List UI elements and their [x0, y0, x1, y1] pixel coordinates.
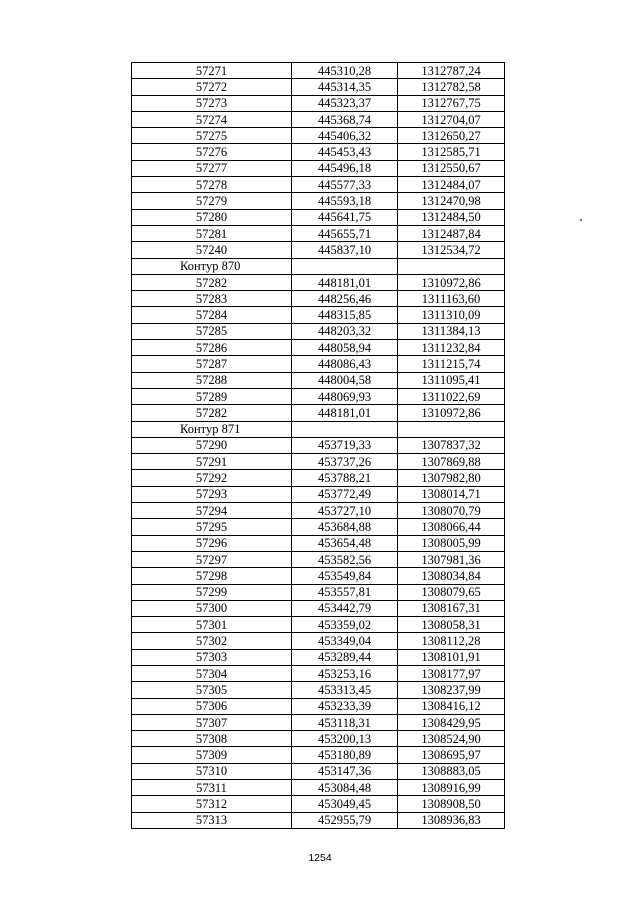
- table-row: [132, 193, 505, 209]
- x-coordinate-cell: 452955,79: [292, 812, 398, 828]
- point-id-cell: 57311: [132, 780, 292, 796]
- table-row: [132, 144, 505, 160]
- table-row: [132, 568, 505, 584]
- table-row: [132, 633, 505, 649]
- point-id-cell: 57307: [132, 714, 292, 730]
- y-coordinate-cell: 1308070,79: [398, 503, 505, 519]
- y-coordinate-cell: 1312484,07: [398, 177, 505, 193]
- point-id-cell: 57300: [132, 600, 292, 616]
- point-id-cell: 57304: [132, 665, 292, 681]
- y-coordinate-cell: 1308695,97: [398, 747, 505, 763]
- table-row: [132, 617, 505, 633]
- x-coordinate-cell: 448203,32: [292, 323, 398, 339]
- x-coordinate-cell: 453557,81: [292, 584, 398, 600]
- y-coordinate-cell: 1308167,31: [398, 600, 505, 616]
- table-row: [132, 291, 505, 307]
- table-row: [132, 111, 505, 127]
- x-coordinate-cell: 445593,18: [292, 193, 398, 209]
- x-coordinate-cell: 453118,31: [292, 714, 398, 730]
- table-row: [132, 519, 505, 535]
- y-coordinate-cell: 1308014,71: [398, 486, 505, 502]
- y-coordinate-cell: 1308112,28: [398, 633, 505, 649]
- table-row: [132, 79, 505, 95]
- y-coordinate-cell: 1308916,99: [398, 780, 505, 796]
- y-coordinate-cell: 1308416,12: [398, 698, 505, 714]
- table-row: [132, 812, 505, 828]
- table-row: [132, 128, 505, 144]
- x-coordinate-cell: 453772,49: [292, 486, 398, 502]
- x-coordinate-cell: 445453,43: [292, 144, 398, 160]
- point-id-cell: 57295: [132, 519, 292, 535]
- table-row: [132, 698, 505, 714]
- table-row: [132, 160, 505, 176]
- point-id-cell: 57291: [132, 454, 292, 470]
- point-id-cell: 57271: [132, 63, 292, 79]
- point-id-cell: 57284: [132, 307, 292, 323]
- x-coordinate-cell: 453654,48: [292, 535, 398, 551]
- y-coordinate-cell: 1312585,71: [398, 144, 505, 160]
- y-coordinate-cell: 1311163,60: [398, 291, 505, 307]
- point-id-cell: 57293: [132, 486, 292, 502]
- x-coordinate-cell: 453684,88: [292, 519, 398, 535]
- y-coordinate-cell: 1308237,99: [398, 682, 505, 698]
- point-id-cell: 57275: [132, 128, 292, 144]
- y-coordinate-cell: 1307837,32: [398, 437, 505, 453]
- point-id-cell: 57285: [132, 323, 292, 339]
- y-coordinate-cell: 1307982,80: [398, 470, 505, 486]
- x-coordinate-cell: 445310,28: [292, 63, 398, 79]
- point-id-cell: 57290: [132, 437, 292, 453]
- table-row: [132, 649, 505, 665]
- x-coordinate-cell: 448058,94: [292, 340, 398, 356]
- table-row: [132, 486, 505, 502]
- x-coordinate-cell: 453180,89: [292, 747, 398, 763]
- x-coordinate-cell: 445323,37: [292, 95, 398, 111]
- y-coordinate-cell: 1307981,36: [398, 551, 505, 567]
- empty-cell: [292, 421, 398, 437]
- page-number: 1254: [308, 852, 332, 864]
- table-row: [132, 714, 505, 730]
- point-id-cell: 57279: [132, 193, 292, 209]
- point-id-cell: 57309: [132, 747, 292, 763]
- y-coordinate-cell: 1308177,97: [398, 665, 505, 681]
- table-row: [132, 731, 505, 747]
- x-coordinate-cell: 448181,01: [292, 274, 398, 290]
- x-coordinate-cell: 445837,10: [292, 242, 398, 258]
- y-coordinate-cell: 1308066,44: [398, 519, 505, 535]
- table-row: [132, 209, 505, 225]
- y-coordinate-cell: 1312487,84: [398, 225, 505, 241]
- point-id-cell: 57297: [132, 551, 292, 567]
- y-coordinate-cell: 1312484,50: [398, 209, 505, 225]
- x-coordinate-cell: 453313,45: [292, 682, 398, 698]
- y-coordinate-cell: 1312767,75: [398, 95, 505, 111]
- x-coordinate-cell: 448256,46: [292, 291, 398, 307]
- y-coordinate-cell: 1310972,86: [398, 405, 505, 421]
- empty-cell: [398, 258, 505, 274]
- table-row: [132, 600, 505, 616]
- x-coordinate-cell: 448181,01: [292, 405, 398, 421]
- point-id-cell: 57240: [132, 242, 292, 258]
- point-id-cell: 57313: [132, 812, 292, 828]
- y-coordinate-cell: 1312470,98: [398, 193, 505, 209]
- point-id-cell: 57296: [132, 535, 292, 551]
- x-coordinate-cell: 448004,58: [292, 372, 398, 388]
- table-row: [132, 274, 505, 290]
- x-coordinate-cell: 453788,21: [292, 470, 398, 486]
- y-coordinate-cell: 1312704,07: [398, 111, 505, 127]
- y-coordinate-cell: 1308524,90: [398, 731, 505, 747]
- x-coordinate-cell: 453147,36: [292, 763, 398, 779]
- x-coordinate-cell: 445314,35: [292, 79, 398, 95]
- table-row: [132, 551, 505, 567]
- table-row: [132, 682, 505, 698]
- point-id-cell: 57288: [132, 372, 292, 388]
- point-id-cell: 57308: [132, 731, 292, 747]
- point-id-cell: 57276: [132, 144, 292, 160]
- x-coordinate-cell: 453233,39: [292, 698, 398, 714]
- table-row: [132, 535, 505, 551]
- table-row: [132, 225, 505, 241]
- table-row: [132, 95, 505, 111]
- point-id-cell: 57278: [132, 177, 292, 193]
- x-coordinate-cell: 453084,48: [292, 780, 398, 796]
- table-row: [132, 780, 505, 796]
- x-coordinate-cell: 445641,75: [292, 209, 398, 225]
- point-id-cell: 57306: [132, 698, 292, 714]
- x-coordinate-cell: 453727,10: [292, 503, 398, 519]
- point-id-cell: 57287: [132, 356, 292, 372]
- y-coordinate-cell: 1308058,31: [398, 617, 505, 633]
- x-coordinate-cell: 448086,43: [292, 356, 398, 372]
- point-id-cell: 57272: [132, 79, 292, 95]
- y-coordinate-cell: 1308079,65: [398, 584, 505, 600]
- y-coordinate-cell: 1312787,24: [398, 63, 505, 79]
- scan-speck: [580, 219, 582, 221]
- point-id-cell: 57274: [132, 111, 292, 127]
- table-row: [132, 323, 505, 339]
- y-coordinate-cell: 1312782,58: [398, 79, 505, 95]
- point-id-cell: 57286: [132, 340, 292, 356]
- y-coordinate-cell: 1308005,99: [398, 535, 505, 551]
- coordinates-table-body: [132, 63, 505, 829]
- x-coordinate-cell: 453549,84: [292, 568, 398, 584]
- table-row: [132, 177, 505, 193]
- y-coordinate-cell: 1312534,72: [398, 242, 505, 258]
- x-coordinate-cell: 453737,26: [292, 454, 398, 470]
- x-coordinate-cell: 453582,56: [292, 551, 398, 567]
- table-row: [132, 388, 505, 404]
- point-id-cell: 57310: [132, 763, 292, 779]
- point-id-cell: 57282: [132, 405, 292, 421]
- x-coordinate-cell: 453349,04: [292, 633, 398, 649]
- contour-header-row: [132, 421, 505, 437]
- point-id-cell: 57303: [132, 649, 292, 665]
- point-id-cell: 57273: [132, 95, 292, 111]
- point-id-cell: 57299: [132, 584, 292, 600]
- y-coordinate-cell: 1311215,74: [398, 356, 505, 372]
- empty-cell: [292, 258, 398, 274]
- y-coordinate-cell: 1308034,84: [398, 568, 505, 584]
- x-coordinate-cell: 445496,18: [292, 160, 398, 176]
- table-row: [132, 747, 505, 763]
- empty-cell: [398, 421, 505, 437]
- y-coordinate-cell: 1308883,05: [398, 763, 505, 779]
- y-coordinate-cell: 1311232,84: [398, 340, 505, 356]
- x-coordinate-cell: 448315,85: [292, 307, 398, 323]
- y-coordinate-cell: 1308429,95: [398, 714, 505, 730]
- point-id-cell: 57298: [132, 568, 292, 584]
- y-coordinate-cell: 1311384,13: [398, 323, 505, 339]
- table-row: [132, 437, 505, 453]
- x-coordinate-cell: 445368,74: [292, 111, 398, 127]
- coordinates-table: [131, 62, 505, 829]
- contour-label: Контур 870: [132, 258, 292, 274]
- x-coordinate-cell: 445577,33: [292, 177, 398, 193]
- point-id-cell: 57281: [132, 225, 292, 241]
- table-row: [132, 405, 505, 421]
- point-id-cell: 57301: [132, 617, 292, 633]
- x-coordinate-cell: 448069,93: [292, 388, 398, 404]
- y-coordinate-cell: 1312650,27: [398, 128, 505, 144]
- point-id-cell: 57289: [132, 388, 292, 404]
- point-id-cell: 57302: [132, 633, 292, 649]
- table-row: [132, 356, 505, 372]
- y-coordinate-cell: 1311095,41: [398, 372, 505, 388]
- table-row: [132, 665, 505, 681]
- table-row: [132, 340, 505, 356]
- table-row: [132, 307, 505, 323]
- table-row: [132, 372, 505, 388]
- x-coordinate-cell: 453359,02: [292, 617, 398, 633]
- table-row: [132, 454, 505, 470]
- x-coordinate-cell: 453289,44: [292, 649, 398, 665]
- table-row: [132, 242, 505, 258]
- x-coordinate-cell: 445655,71: [292, 225, 398, 241]
- contour-label: Контур 871: [132, 421, 292, 437]
- x-coordinate-cell: 453719,33: [292, 437, 398, 453]
- y-coordinate-cell: 1307869,88: [398, 454, 505, 470]
- x-coordinate-cell: 445406,32: [292, 128, 398, 144]
- point-id-cell: 57294: [132, 503, 292, 519]
- point-id-cell: 57280: [132, 209, 292, 225]
- y-coordinate-cell: 1308908,50: [398, 796, 505, 812]
- table-row: [132, 584, 505, 600]
- table-row: [132, 503, 505, 519]
- contour-header-row: [132, 258, 505, 274]
- y-coordinate-cell: 1310972,86: [398, 274, 505, 290]
- point-id-cell: 57277: [132, 160, 292, 176]
- y-coordinate-cell: 1308936,83: [398, 812, 505, 828]
- y-coordinate-cell: 1308101,91: [398, 649, 505, 665]
- table-row: [132, 796, 505, 812]
- y-coordinate-cell: 1312550,67: [398, 160, 505, 176]
- point-id-cell: 57283: [132, 291, 292, 307]
- x-coordinate-cell: 453049,45: [292, 796, 398, 812]
- x-coordinate-cell: 453253,16: [292, 665, 398, 681]
- point-id-cell: 57305: [132, 682, 292, 698]
- table-row: [132, 470, 505, 486]
- point-id-cell: 57312: [132, 796, 292, 812]
- table-row: [132, 763, 505, 779]
- point-id-cell: 57282: [132, 274, 292, 290]
- table-row: [132, 63, 505, 79]
- x-coordinate-cell: 453442,79: [292, 600, 398, 616]
- x-coordinate-cell: 453200,13: [292, 731, 398, 747]
- y-coordinate-cell: 1311310,09: [398, 307, 505, 323]
- point-id-cell: 57292: [132, 470, 292, 486]
- y-coordinate-cell: 1311022,69: [398, 388, 505, 404]
